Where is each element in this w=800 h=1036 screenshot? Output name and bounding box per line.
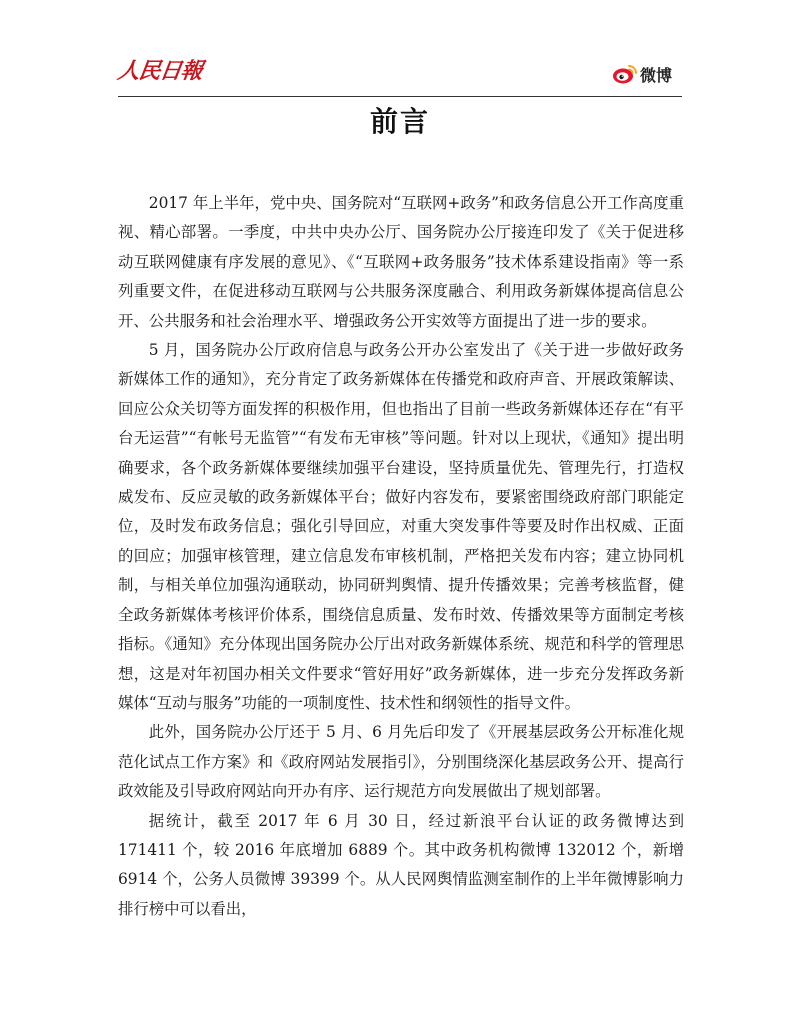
document-body xyxy=(118,189,684,924)
weibo-logo xyxy=(612,62,672,86)
weibo-logo-text: 微博 xyxy=(639,65,672,85)
peoples-daily-logo: 人民日報 xyxy=(115,58,204,84)
paragraph: 此外，国务院办公厅还于 5 月、6 月先后印发了《开展基层政务公开标准化规范化试点工作方案》和《政府网站发展指引》，分别围绕深化基层政务公开、提高行政效能及引导政府网站向开办有序、运行规范方向发展做出了规划部署。 xyxy=(118,723,684,801)
weibo-icon xyxy=(612,63,638,85)
paragraph: 据统计，截至 2017 年 6 月 30 日，经过新浪平台认证的政务微博达到 171411 个，较 2016 年底增加 6889 个。其中政务机构微博 132012 个，新增 6914 个，公务人员微博 39399 个。从人民网舆情监测室制作的上半年微博影响力排行榜中可以看出， xyxy=(118,811,684,918)
paragraph: 2017 年上半年，党中央、国务院对“互联网+政务”和政务信息公开工作高度重视、精心部署。一季度，中共中央办公厅、国务院办公厅接连印发了《关于促进移动互联网健康有序发展的意见》、《“互联网+政务服务”技术体系建设指南》等一系列重要文件，在促进移动互联网与公共服务深度融合、利用政务新媒体提高信息公开、公共服务和社会治理水平、增强政务公开实效等方面提出了进一步的要求。 xyxy=(118,194,684,330)
page-title: 前言 xyxy=(369,105,430,138)
paragraph: 5 月，国务院办公厅政府信息与政务公开办公室发出了《关于进一步做好政务新媒体工作的通知》，充分肯定了政务新媒体在传播党和政府声音、开展政策解读、回应公众关切等方面发挥的积极作用，但也指出了目前一些政务新媒体还存在“有平台无运营”“有帐号无监管”“有发布无审核”等问题。针对以上现状，《通知》提出明确要求，各个政务新媒体要继续加强平台建设，坚持质量优先、管理先行，打造权威发布、反应灵敏的政务新媒体平台；做好内容发布，要紧密围绕政府部门职能定位，及时发布政务信息；强化引导回应，对重大突发事件等要及时作出权威、正面的回应；加强审核管理，建立信息发布审核机制，严格把关发布内容；建立协同机制，与相关单位加强沟通联动，协同研判舆情、提升传播效果；完善考核监督，健全政务新媒体考核评价体系，围绕信息质量、发布时效、传播效果等方面制定考核指标。《通知》充分体现出国务院办公厅出对政务新媒体系统、规范和科学的管理思想，这是对年初国办相关文件要求“管好用好”政务新媒体，进一步充分发挥政务新媒体“互动与服务”功能的一项制度性、技术性和纲领性的指导文件。 xyxy=(118,341,684,712)
header-divider xyxy=(118,96,682,97)
page-header xyxy=(115,52,682,98)
